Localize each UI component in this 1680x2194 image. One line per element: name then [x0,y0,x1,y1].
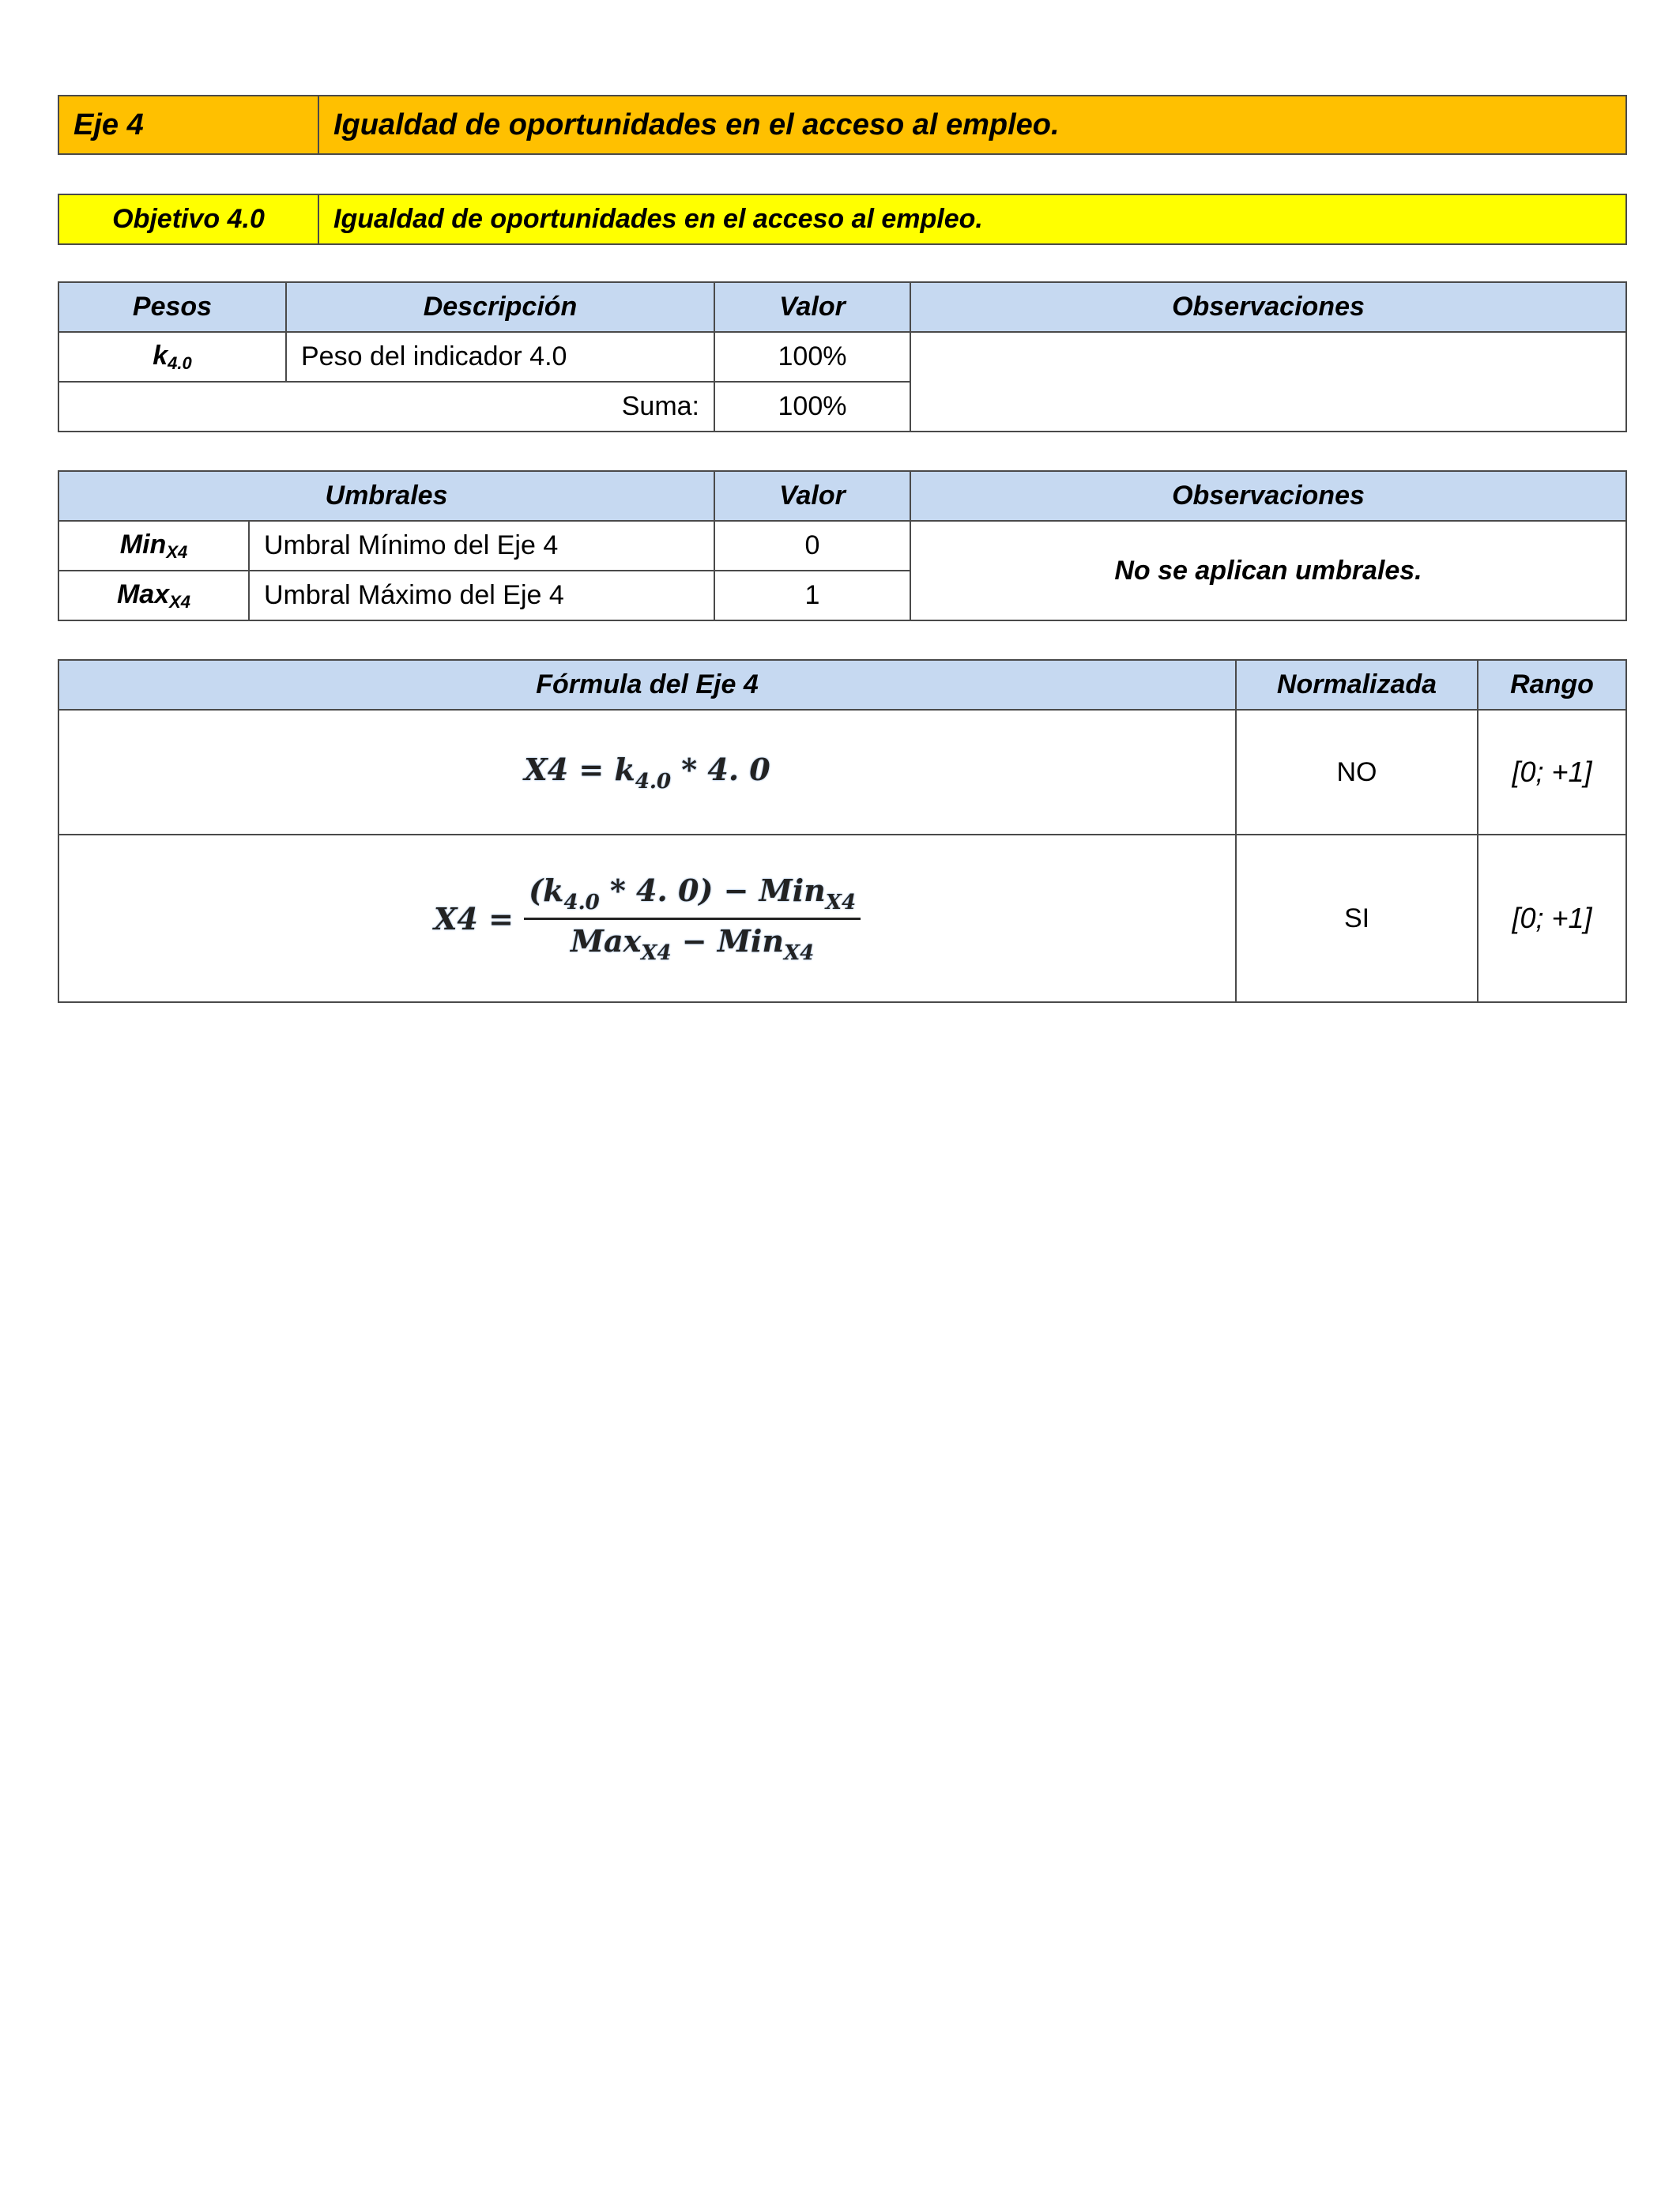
sum-label: Suma: [58,382,714,432]
weight-value: 100% [714,332,910,382]
min-description: Umbral Mínimo del Eje 4 [249,521,714,571]
normalizada-value: SI [1236,835,1478,1002]
table-row [58,835,1626,1002]
formula-header-formula: Fórmula del Eje 4 [58,660,1236,710]
table-row [58,332,1626,382]
rango-value: [0; +1] [1478,710,1626,835]
objetivo-label: Objetivo 4.0 [58,194,318,244]
fraction [524,873,861,965]
fraction-numerator: ($k_{4.0} * 4$. 0) − Min$_{X4}$ [524,873,861,920]
sum-value: 100% [714,382,910,432]
formula-plain: $X4 = k_{4.0} * 4$. 0 [58,710,1236,835]
eje-label: Eje 4 [58,96,318,154]
eje-title: Igualdad de oportunidades en el acceso al empleo. [318,96,1626,154]
pesos-header-valor: Valor [714,282,910,332]
table-row [58,710,1626,835]
pesos-header-pesos: Pesos [58,282,286,332]
min-value: 0 [714,521,910,571]
pesos-header-descripcion: Descripción [286,282,714,332]
table-row [58,521,1626,571]
eje-header-table [58,95,1627,155]
formula-header-normalizada: Normalizada [1236,660,1478,710]
max-value: 1 [714,571,910,620]
formula-normalized: X4 = $\frac{(k_{4.0} * 4. 0) - Min_{X4}}{Max_{X4} - Min_{X4}}$ [58,835,1236,1002]
min-symbol: Min$_{X4}$ [58,521,249,571]
umbrales-header-observaciones: Observaciones [910,471,1626,521]
fraction-denominator: Max$_{X4}$ − Min$_{X4}$ [570,922,815,965]
max-description: Umbral Máximo del Eje 4 [249,571,714,620]
max-symbol: Max$_{X4}$ [58,571,249,620]
weight-description: Peso del indicador 4.0 [286,332,714,382]
umbrales-observations: No se aplican umbrales. [910,521,1626,620]
pesos-header-observaciones: Observaciones [910,282,1626,332]
objetivo-title: Igualdad de oportunidades en el acceso al empleo. [318,194,1626,244]
pesos-observations [910,332,1626,432]
umbrales-header-valor: Valor [714,471,910,521]
umbrales-header-umbrales: Umbrales [58,471,714,521]
formula-table [58,659,1627,1003]
pesos-table [58,281,1627,432]
umbrales-table [58,470,1627,621]
normalizada-value: NO [1236,710,1478,835]
formula-header-rango: Rango [1478,660,1626,710]
rango-value: [0; +1] [1478,835,1626,1002]
objetivo-header-table [58,194,1627,245]
weight-symbol: $k_{4.0}$ [58,332,286,382]
